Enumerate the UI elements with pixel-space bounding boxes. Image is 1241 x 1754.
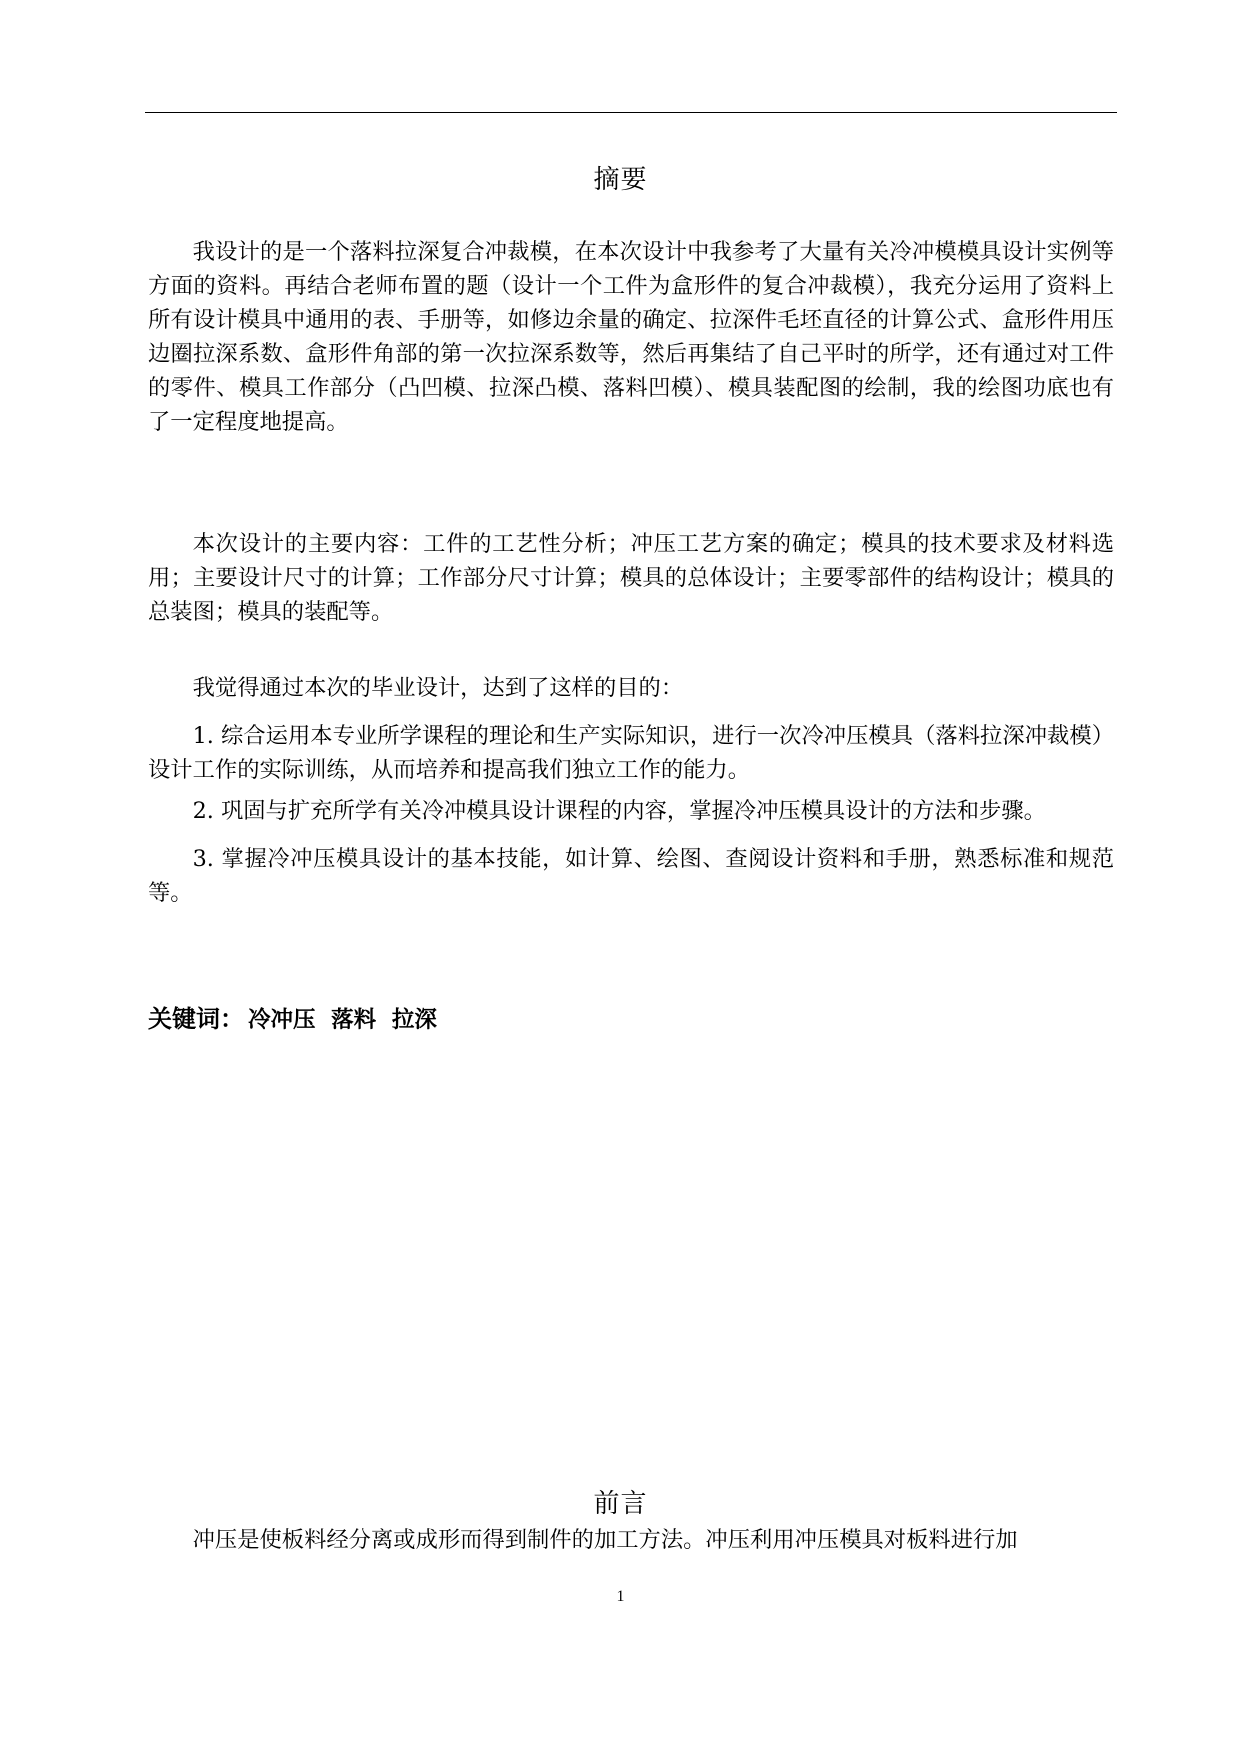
abstract-paragraph-1: 我设计的是一个落料拉深复合冲裁模，在本次设计中我参考了大量有关冷冲模模具设计实例等方面的资料。再结合老师布置的题（设计一个工件为盒形件的复合冲裁模），我充分运用了资料上所有设计模具中通用的表、手册等，如修边余量的确定、拉深件毛坯直径的计算公式、盒形件用压边圈拉深系数、盒形件角部的第一次拉深系数等，然后再集结了自己平时的所学，还有通过对工件的零件、模具工作部分（凸凹模、拉深凸模、落料凹模）、模具装配图的绘制，我的绘图功底也有了一定程度地提高。 xyxy=(148,239,1114,435)
abstract-paragraph-2: 本次设计的主要内容：工件的工艺性分析；冲压工艺方案的确定；模具的技术要求及材料选用；主要设计尺寸的计算；工作部分尺寸计算；模具的总体设计；主要零部件的结构设计；模具的总装图；模具的装配等。 xyxy=(148,531,1114,625)
header-rule xyxy=(145,112,1117,113)
keywords-values: 冷冲压 落料 拉深 xyxy=(248,1007,437,1033)
preface-paragraph-1: 冲压是使板料经分离或成形而得到制件的加工方法。冲压利用冲压模具对板料进行加 xyxy=(192,1527,1018,1553)
abstract-item-2: 2. 巩固与扩充所学有关冷冲模具设计课程的内容，掌握冷冲压模具设计的方法和步骤。 xyxy=(192,798,1046,824)
keywords-label: 关键词： xyxy=(148,1005,244,1033)
abstract-item-1: 1. 综合运用本专业所学课程的理论和生产实际知识，进行一次冷冲压模具（落料拉深冲裁模）设计工作的实际训练，从而培养和提高我们独立工作的能力。 xyxy=(148,723,1114,783)
abstract-paragraph-3: 我觉得通过本次的毕业设计，达到了这样的目的： xyxy=(192,675,684,701)
abstract-item-3: 3. 掌握冷冲压模具设计的基本技能，如计算、绘图、查阅设计资料和手册，熟悉标准和规范等。 xyxy=(148,846,1114,906)
preface-title: 前言 xyxy=(593,1489,648,1519)
page-number: 1 xyxy=(616,1588,625,1605)
keywords-line xyxy=(148,1002,437,1037)
abstract-title: 摘要 xyxy=(593,165,648,195)
